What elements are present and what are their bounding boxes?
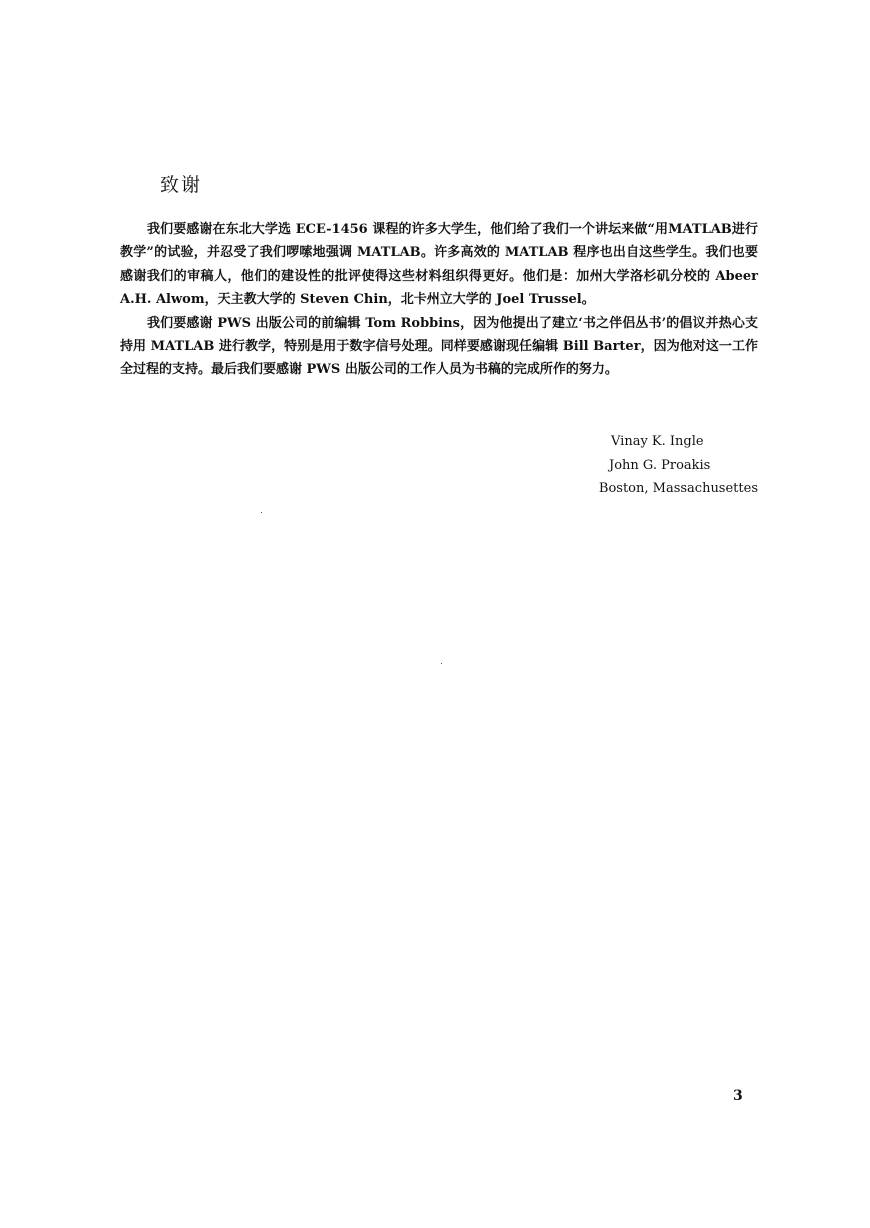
page-title: 致谢 [160,174,203,196]
scan-speck [261,512,262,513]
signature-block [518,430,758,501]
acknowledgement-body [120,218,758,382]
paragraph: 我们要感谢在东北大学选 ECE-1456 课程的许多大学生，他们给了我们一个讲坛来做“用MATLAB进行教学”的试验，并忍受了我们啰嗦地强调 MATLAB。许多高效的 MATLAB 程序也出自这些学生。我们也要感谢我们的审稿人，他们的建设性的批评使得这些材料组织得更好。他们是：加州大学洛杉矶分校的 Abeer A.H. Alwom，天主教大学的 Steven Chin，北卡州立大学的 Joel Trussel。 [120,222,758,308]
page-number: 3 [733,1088,743,1104]
paragraph: 我们要感谢 PWS 出版公司的前编辑 Tom Robbins，因为他提出了建立‘书之伴侣丛书’的倡议并热心支持用 MATLAB 进行教学，特别是用于数字信号处理。同样要感谢现任编辑 Bill Barter，因为他对这一工作全过程的支持。最后我们要感谢 PWS 出版公司的工作人员为书稿的完成所作的努力。 [120,315,759,378]
author-name: Vinay K. Ingle [611,434,704,449]
author-location: Boston, Massachusettes [598,481,758,496]
scan-speck [441,663,442,664]
author-name: John G. Proakis [609,457,711,473]
